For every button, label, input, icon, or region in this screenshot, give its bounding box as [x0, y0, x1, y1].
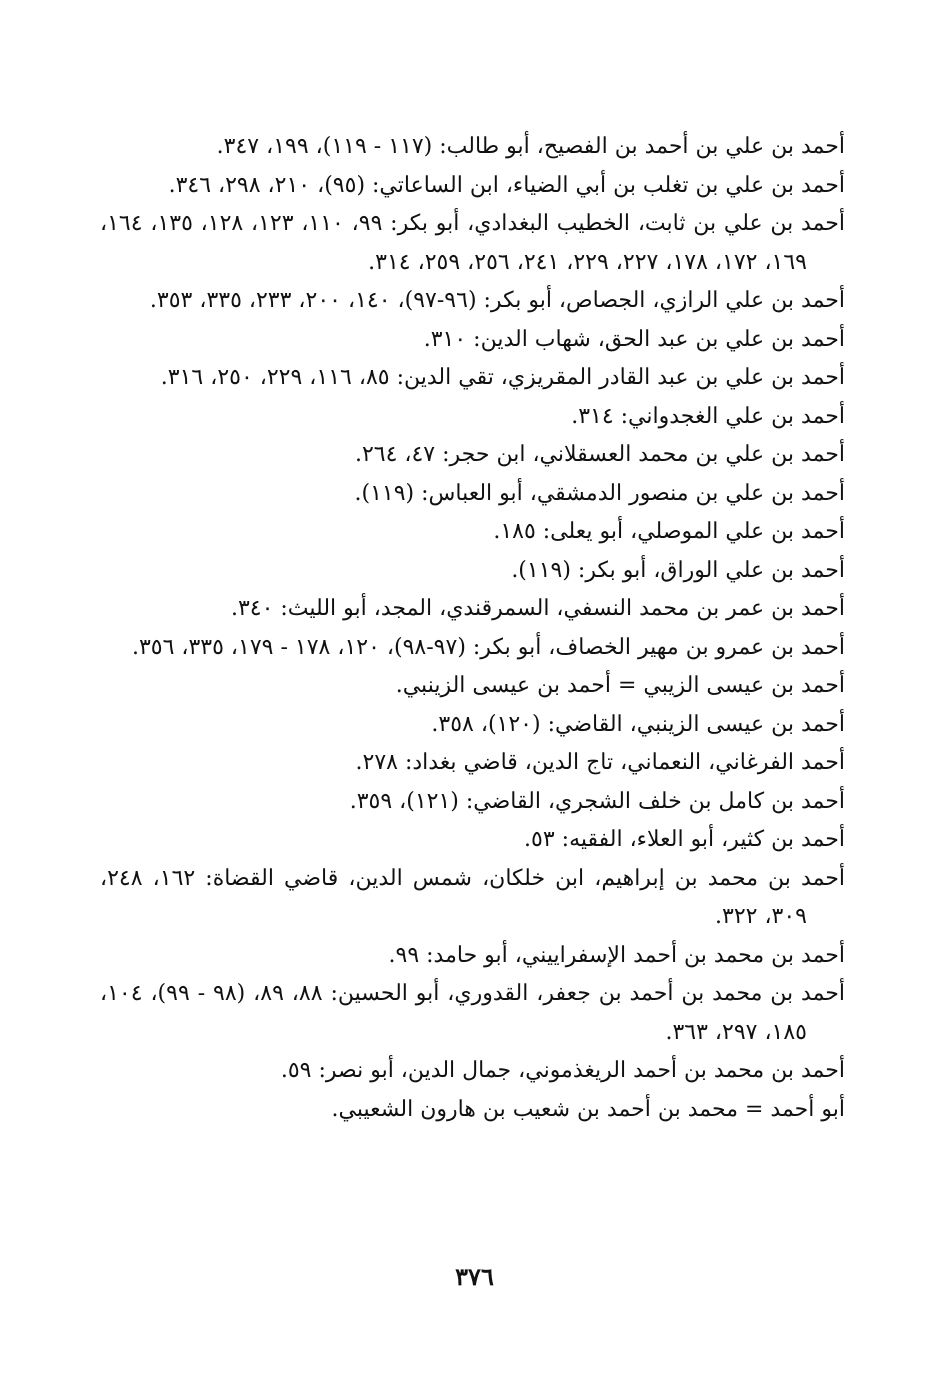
index-entry: أحمد بن محمد بن إبراهيم، ابن خلكان، شمس الدين، قاضي القضاة: ١٦٢، ٢٤٨، ٣٠٩، ٣٢٢.	[100, 865, 845, 929]
index-entry: أحمد بن علي بن منصور الدمشقي، أبو العباس: (١١٩).	[354, 480, 845, 506]
index-page-body	[100, 128, 845, 1129]
index-entry: أحمد بن عمرو بن مهير الخصاف، أبو بكر: (٩٧-٩٨)، ١٢٠، ١٧٨ - ١٧٩، ٣٣٥، ٣٥٦.	[131, 634, 845, 660]
index-entry: أحمد بن عيسى الزينبي، القاضي: (١٢٠)، ٣٥٨.	[431, 711, 845, 737]
index-entry: أحمد الفرغاني، النعماني، تاج الدين، قاضي بغداد: ٢٧٨.	[355, 750, 845, 775]
index-entry: أحمد بن كثير، أبو العلاء، الفقيه: ٥٣.	[524, 827, 845, 852]
index-entry: أحمد بن علي بن ثابت، الخطيب البغدادي، أبو بكر: ٩٩، ١١٠، ١٢٣، ١٢٨، ١٣٥، ١٦٤، ١٦٩، ١٧٢، ١٧٨، ٢٢٧، ٢٢٩، ٢٤١، ٢٥٦، ٢٥٩، ٣١٤.	[100, 211, 846, 275]
page-number: ٣٧٦	[455, 1262, 494, 1291]
index-entry: أحمد بن علي الغجدواني: ٣١٤.	[571, 403, 845, 429]
index-entry: أحمد بن محمد بن أحمد بن جعفر، القدوري، أبو الحسين: ٨٨، ٨٩، (٩٨ - ٩٩)، ١٠٤، ١٨٥، ٢٩٧، ٣٦٣.	[100, 981, 846, 1045]
index-entry: أحمد بن علي بن عبد القادر المقريزي، تقي الدين: ٨٥، ١١٦، ٢٢٩، ٢٥٠، ٣١٦.	[160, 365, 845, 390]
index-entry: أحمد بن علي بن تغلب بن أبي الضياء، ابن الساعاتي: (٩٥)، ٢١٠، ٢٩٨، ٣٤٦.	[168, 172, 845, 198]
index-entry: أحمد بن علي الموصلي، أبو يعلى: ١٨٥.	[493, 519, 845, 544]
index-entry: أحمد بن علي بن محمد العسقلاني، ابن حجر: ٤٧، ٢٦٤.	[354, 442, 845, 467]
index-entry: أحمد بن كامل بن خلف الشجري، القاضي: (١٢١)، ٣٥٩.	[349, 788, 845, 814]
index-entry: أحمد بن عمر بن محمد النسفي، السمرقندي، المجد، أبو الليث: ٣٤٠.	[230, 596, 845, 621]
index-entry: أحمد بن عيسى الزيبي = أحمد بن عيسى الزينبي.	[395, 673, 845, 698]
index-entry: أبو أحمد = محمد بن أحمد بن شعيب بن هارون الشعيبي.	[331, 1096, 845, 1122]
index-entry: أحمد بن علي الرازي، الجصاص، أبو بكر: (٩٦-٩٧)، ١٤٠، ٢٠٠، ٢٣٣، ٣٣٥، ٣٥٣.	[149, 288, 845, 313]
index-entry: أحمد بن علي الوراق، أبو بكر: (١١٩).	[511, 557, 845, 583]
index-entry: أحمد بن محمد بن أحمد الإسفراييني، أبو حامد: ٩٩.	[388, 942, 845, 968]
index-entry: أحمد بن علي بن أحمد بن الفصيح، أبو طالب: (١١٧ - ١١٩)، ١٩٩، ٣٤٧.	[216, 134, 845, 159]
index-entry: أحمد بن محمد بن أحمد الريغذموني، جمال الدين، أبو نصر: ٥٩.	[280, 1058, 845, 1083]
index-entry: أحمد بن علي بن عبد الحق، شهاب الدين: ٣١٠.	[423, 326, 845, 352]
